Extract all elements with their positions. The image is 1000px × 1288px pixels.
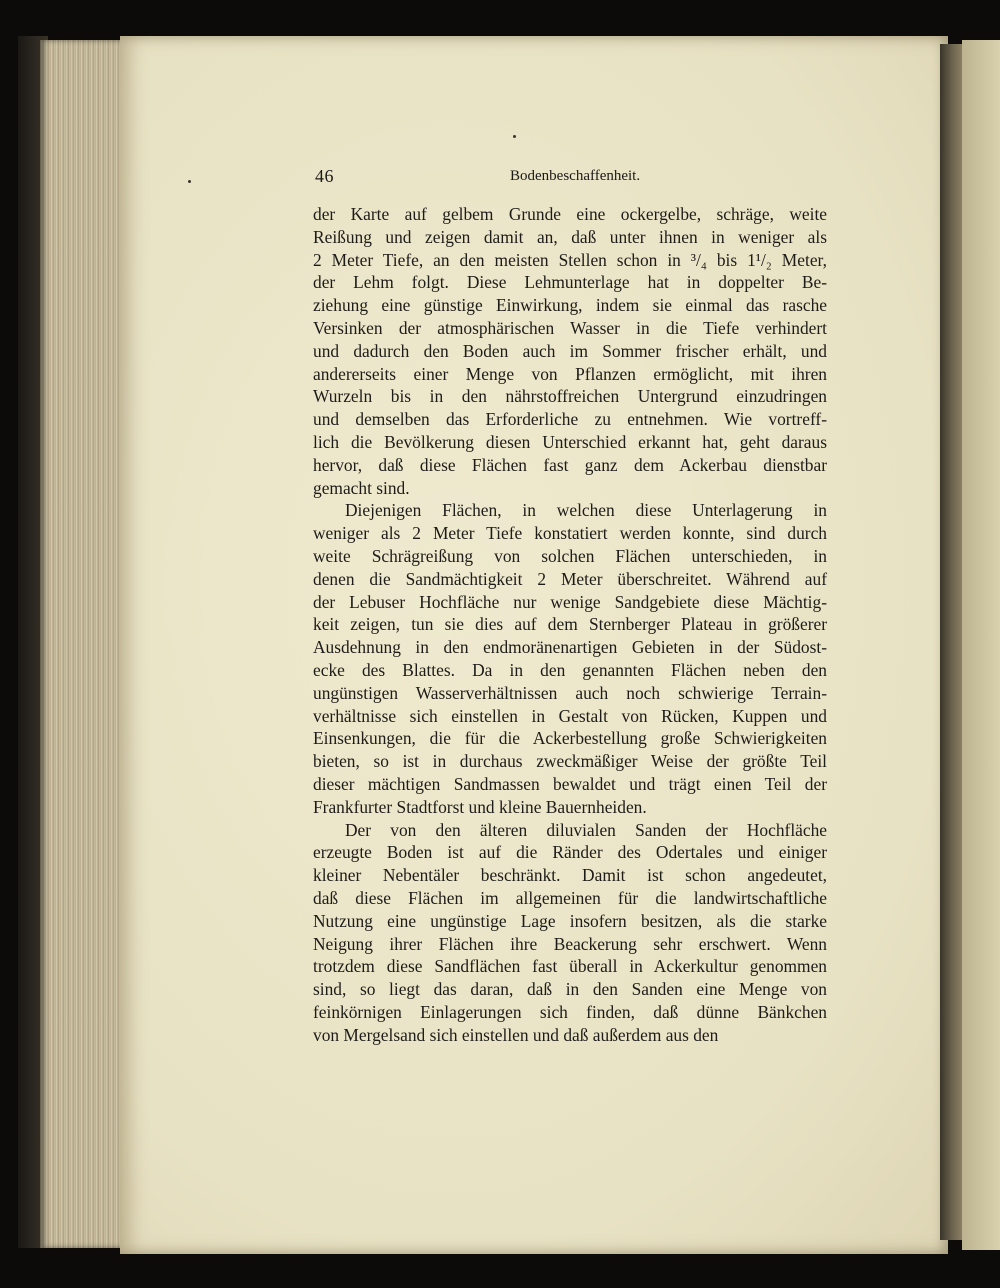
text-line: erzeugte Boden ist auf die Ränder des Odertales und einiger: [313, 842, 827, 863]
text-line: von Mergelsand sich einstellen und daß außerdem aus den: [313, 1024, 719, 1045]
text-line: Wurzeln bis in den nährstoffreichen Untergrund einzudringen: [313, 386, 827, 407]
text-line: Versinken der atmosphärischen Wasser in die Tiefe verhindert: [313, 317, 827, 338]
text-line: weniger als 2 Meter Tiefe konstatiert werden konnte, sind durch: [313, 523, 827, 544]
text-line: Einsenkungen, die für die Ackerbestellung große Schwierigkeiten: [313, 728, 827, 749]
page-header: [315, 166, 835, 190]
text-line: Diejenigen Flächen, in welchen diese Unterlagerung in: [345, 500, 827, 521]
text-line: denen die Sandmächtigkeit 2 Meter überschreitet. Während auf: [313, 568, 827, 589]
text-line: Reißung und zeigen damit an, daß unter ihnen in weniger als: [313, 226, 827, 247]
body-text: [313, 203, 827, 1046]
text-line: der Karte auf gelbem Grunde eine ockergelbe, schräge, weite: [313, 204, 827, 224]
text-line: und dadurch den Boden auch im Sommer frischer erhält, und: [313, 340, 827, 361]
text-line: der Lehm folgt. Diese Lehmunterlage hat in doppelter Be-: [313, 272, 827, 293]
text-line: kleiner Nebentäler beschränkt. Damit ist schon angedeutet,: [313, 865, 827, 886]
text-line: Nutzung eine ungünstige Lage insofern besitzen, als die starke: [313, 910, 827, 931]
text-line: keit zeigen, tun sie dies auf dem Sternberger Plateau in größerer: [313, 614, 827, 635]
text-line: ecke des Blattes. Da in den genannten Flächen neben den: [313, 659, 827, 680]
speck-mark: [188, 180, 191, 183]
paragraph: [313, 819, 827, 1047]
paragraph: [313, 203, 827, 499]
text-line: gemacht sind.: [313, 477, 410, 498]
speck-mark: [513, 135, 516, 138]
text-line: Frankfurter Stadtforst und kleine Bauernheiden.: [313, 796, 647, 817]
text-line: Ausdehnung in den endmoränenartigen Gebieten in der Südost-: [313, 637, 827, 658]
text-line: Neigung ihrer Flächen ihre Beackerung sehr erschwert. Wenn: [313, 933, 827, 954]
text-line: andererseits einer Menge von Pflanzen ermöglicht, mit ihren: [313, 363, 827, 384]
text-line: verhältnisse sich einstellen in Gestalt von Rücken, Kuppen und: [313, 705, 827, 726]
paragraph: [313, 499, 827, 818]
page-number: 46: [315, 166, 334, 186]
text-line: sind, so liegt das daran, daß in den Sanden eine Menge von: [313, 979, 827, 1000]
text-line: der Lebuser Hochfläche nur wenige Sandgebiete diese Mächtig-: [313, 591, 827, 612]
text-line: daß diese Flächen im allgemeinen für die landwirtschaftliche: [313, 887, 827, 908]
facing-page-edge: [962, 40, 1000, 1250]
text-line: dieser mächtigen Sandmassen bewaldet und trägt einen Teil der: [313, 773, 827, 794]
text-line: ungünstigen Wasserverhältnissen auch noch schwierige Terrain-: [313, 682, 827, 703]
running-head: Bodenbeschaffenheit.: [510, 168, 641, 184]
text-line: Der von den älteren diluvialen Sanden der Hochfläche: [345, 819, 827, 840]
text-line: lich die Bevölkerung diesen Unterschied erkannt hat, geht daraus: [313, 431, 827, 452]
text-line: hervor, daß diese Flächen fast ganz dem Ackerbau dienstbar: [313, 454, 827, 475]
text-line: und demselben das Erforderliche zu entnehmen. Wie vortreff-: [313, 409, 827, 430]
text-line: ziehung eine günstige Einwirkung, indem sie einmal das rasche: [313, 295, 827, 316]
text-line: bieten, so ist in durchaus zweckmäßiger Weise der größte Teil: [313, 751, 827, 772]
text-line: weite Schrägreißung von solchen Flächen unterschieden, in: [313, 545, 827, 566]
text-line: feinkörnigen Einlagerungen sich finden, daß dünne Bänkchen: [313, 1001, 827, 1022]
text-line: 2 Meter Tiefe, an den meisten Stellen schon in ³/₄ bis 1¹/₂ Meter,: [313, 249, 827, 270]
book-gutter: [940, 44, 962, 1240]
text-line: trotzdem diese Sandflächen fast überall in Ackerkultur genommen: [313, 956, 827, 977]
